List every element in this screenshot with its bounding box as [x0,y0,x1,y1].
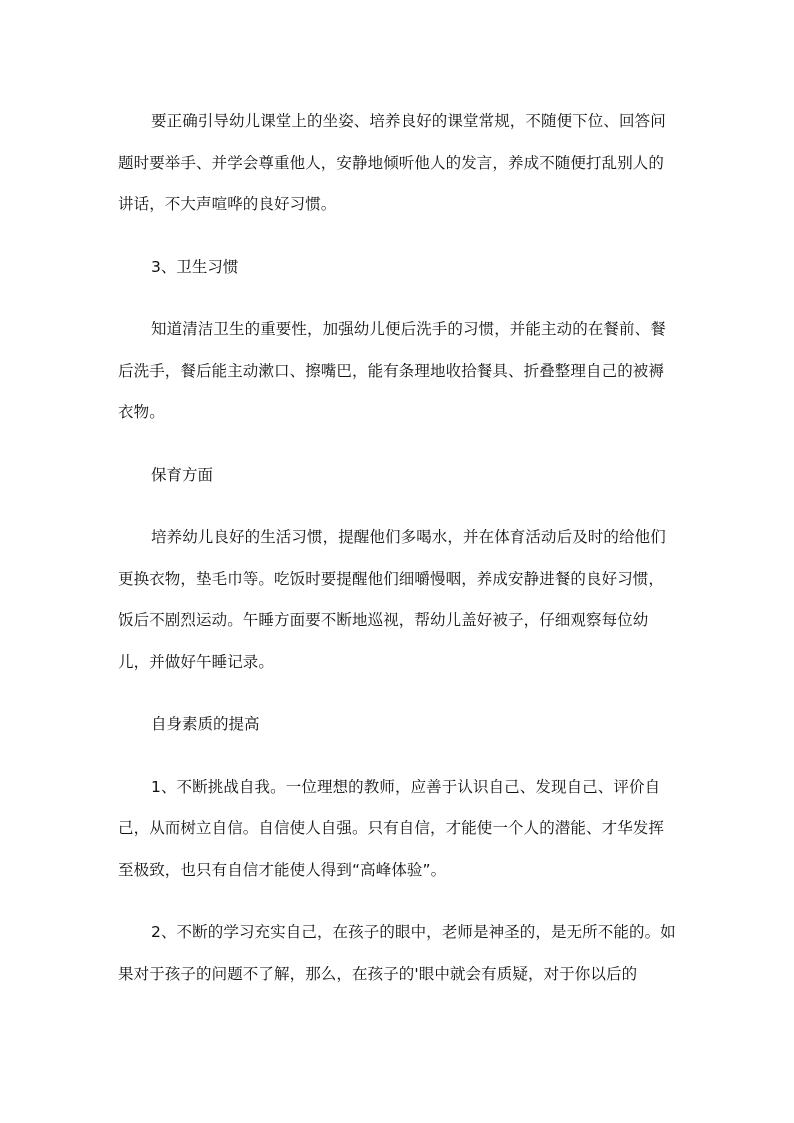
paragraph-hygiene: 知道清洁卫生的重要性，加强幼儿便后洗手的习惯，并能主动的在餐前、餐后洗手，餐后能主动漱口、擦嘴巴，能有条理地收拾餐具、折叠整理自己的被褥衣物。 [118,320,666,421]
heading-self-improvement: 自身素质的提高 [151,715,260,733]
heading-childcare: 保育方面 [151,465,214,484]
document-body [118,101,678,1016]
paragraph-childcare: 培养幼儿良好的生活习惯，提醒他们多喝水，并在体育活动后及时的给他们更换衣物，垫毛巾等。吃饭时要提醒他们细嚼慢咽，养成安静进餐的良好习惯，饭后不剧烈运动。午睡方面要不断地巡视，帮幼儿盖好被子，仔细观察每位幼儿，并做好午睡记录。 [118,528,666,671]
paragraph-classroom-habits: 要正确引导幼儿课堂上的坐姿、培养良好的课堂常规，不随便下位、回答问题时要举手、并学会尊重他人，安静地倾听他人的发言，养成不随便打乱别人的讲话，不大声喧哗的良好习惯。 [118,112,666,213]
paragraph-continuous-learning: 2、不断的学习充实自己，在孩子的眼中，老师是神圣的，是无所不能的。如果对于孩子的问题不了解，那么，在孩子的'眼中就会有质疑，对于你以后的 [118,923,676,983]
heading-hygiene-habits: 3、卫生习惯 [151,257,239,276]
paragraph-challenge-self: 1、不断挑战自我。一位理想的教师，应善于认识自己、发现自己、评价自己，从而树立自信。自信使人自强。只有自信，才能使一个人的潜能、才华发挥至极致，也只有自信才能使人得到“高峰体验”。 [118,777,665,879]
